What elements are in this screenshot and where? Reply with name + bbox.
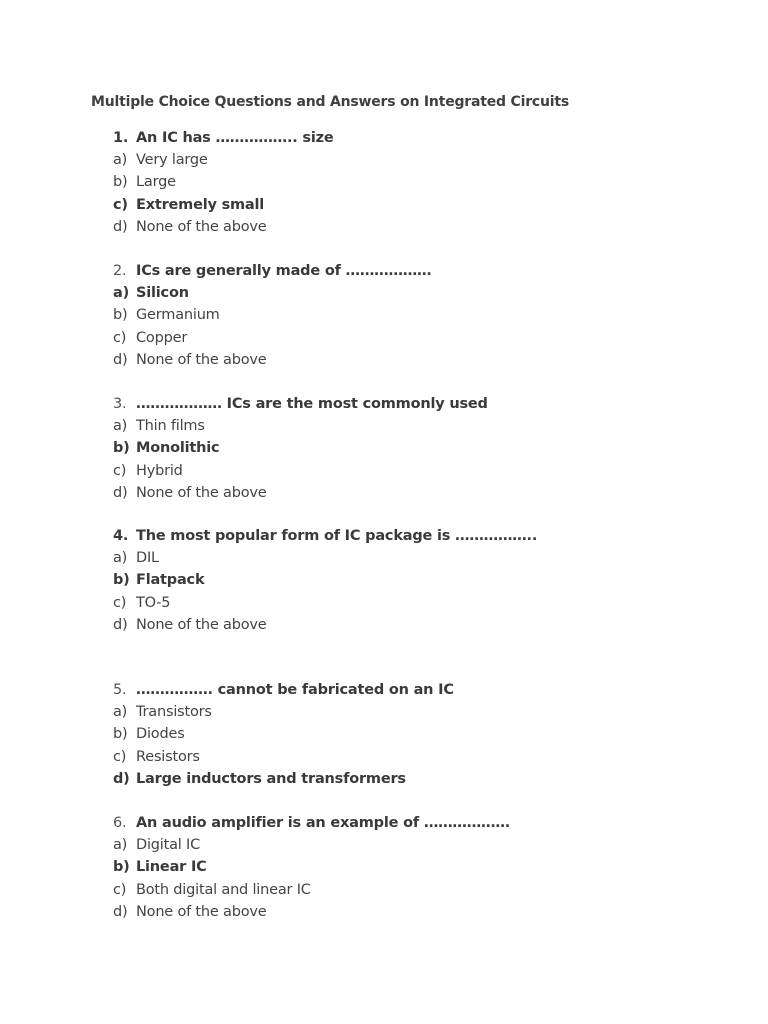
option-marker: b) (113, 440, 130, 457)
option-c (113, 880, 311, 900)
option-d (113, 902, 267, 922)
option-text: None of the above (136, 351, 267, 368)
question-1 (113, 128, 334, 148)
option-text: Very large (136, 152, 208, 169)
option-text: Extremely small (136, 196, 265, 213)
option-marker: d) (113, 218, 128, 235)
option-c (113, 461, 183, 481)
option-text: Hybrid (136, 462, 183, 479)
option-marker: d) (113, 770, 130, 787)
option-text: Diodes (136, 726, 185, 743)
option-a (113, 283, 189, 303)
option-marker: c) (113, 329, 127, 346)
question-number: 4. (113, 528, 129, 544)
option-marker: b) (113, 307, 128, 324)
option-b (113, 305, 220, 325)
option-text: Copper (136, 329, 188, 346)
option-a (113, 150, 208, 170)
option-b (113, 172, 176, 192)
option-text: Germanium (136, 307, 220, 324)
option-text: DIL (136, 550, 159, 567)
option-text: Thin films (136, 418, 205, 435)
option-text: Transistors (136, 704, 212, 721)
option-text: Digital IC (136, 837, 201, 854)
option-marker: d) (113, 903, 128, 920)
option-text: Monolithic (136, 440, 220, 457)
question-text: An audio amplifier is an example of ……………… (136, 815, 510, 831)
option-d (113, 350, 267, 370)
option-marker: c) (113, 196, 128, 213)
option-a (113, 416, 205, 436)
option-a (113, 548, 159, 568)
question-4 (113, 526, 537, 546)
question-5 (113, 680, 454, 700)
option-marker: c) (113, 594, 127, 611)
option-text: TO-5 (136, 594, 171, 611)
option-d (113, 217, 267, 237)
option-text: Large inductors and transformers (136, 770, 406, 787)
question-text: The most popular form of IC package is …………….. (136, 528, 538, 544)
question-number: 1. (113, 130, 129, 146)
option-b (113, 857, 207, 877)
option-c (113, 328, 187, 348)
question-number: 3. (113, 396, 127, 412)
option-marker: b) (113, 174, 128, 191)
option-marker: b) (113, 726, 128, 743)
question-2 (113, 261, 431, 281)
question-text: ……………… ICs are the most commonly used (136, 396, 488, 412)
option-marker: a) (113, 837, 128, 854)
question-text: ICs are generally made of ……………… (136, 263, 432, 279)
option-text: None of the above (136, 484, 267, 501)
option-d (113, 483, 267, 503)
option-marker: b) (113, 859, 130, 876)
option-marker: a) (113, 285, 130, 302)
option-text: Both digital and linear IC (136, 881, 311, 898)
option-b (113, 570, 204, 590)
option-b (113, 724, 185, 744)
option-marker: d) (113, 351, 128, 368)
option-marker: c) (113, 881, 127, 898)
option-text: None of the above (136, 218, 267, 235)
option-text: Flatpack (136, 572, 205, 589)
option-d (113, 615, 267, 635)
question-6 (113, 813, 510, 833)
option-marker: c) (113, 462, 127, 479)
option-b (113, 438, 219, 458)
option-marker: d) (113, 484, 128, 501)
option-c (113, 195, 264, 215)
option-a (113, 702, 212, 722)
option-c (113, 747, 200, 767)
option-marker: d) (113, 616, 128, 633)
option-text: Resistors (136, 748, 200, 765)
option-marker: a) (113, 152, 128, 169)
page-title: Multiple Choice Questions and Answers on Integrated Circuits (91, 94, 570, 110)
option-marker: c) (113, 748, 127, 765)
option-marker: a) (113, 704, 128, 721)
option-text: None of the above (136, 616, 267, 633)
question-number: 2. (113, 263, 127, 279)
question-number: 6. (113, 815, 127, 831)
option-text: None of the above (136, 903, 267, 920)
question-3 (113, 394, 488, 414)
option-text: Linear IC (136, 859, 207, 876)
option-marker: a) (113, 418, 128, 435)
option-marker: a) (113, 550, 128, 567)
option-text: Silicon (136, 285, 189, 302)
question-number: 5. (113, 682, 127, 698)
question-text: ……………. cannot be fabricated on an IC (136, 682, 454, 698)
option-marker: b) (113, 572, 130, 589)
option-a (113, 835, 200, 855)
option-text: Large (136, 174, 176, 191)
option-c (113, 593, 170, 613)
question-text: An IC has …………….. size (136, 130, 334, 146)
option-d (113, 769, 406, 789)
